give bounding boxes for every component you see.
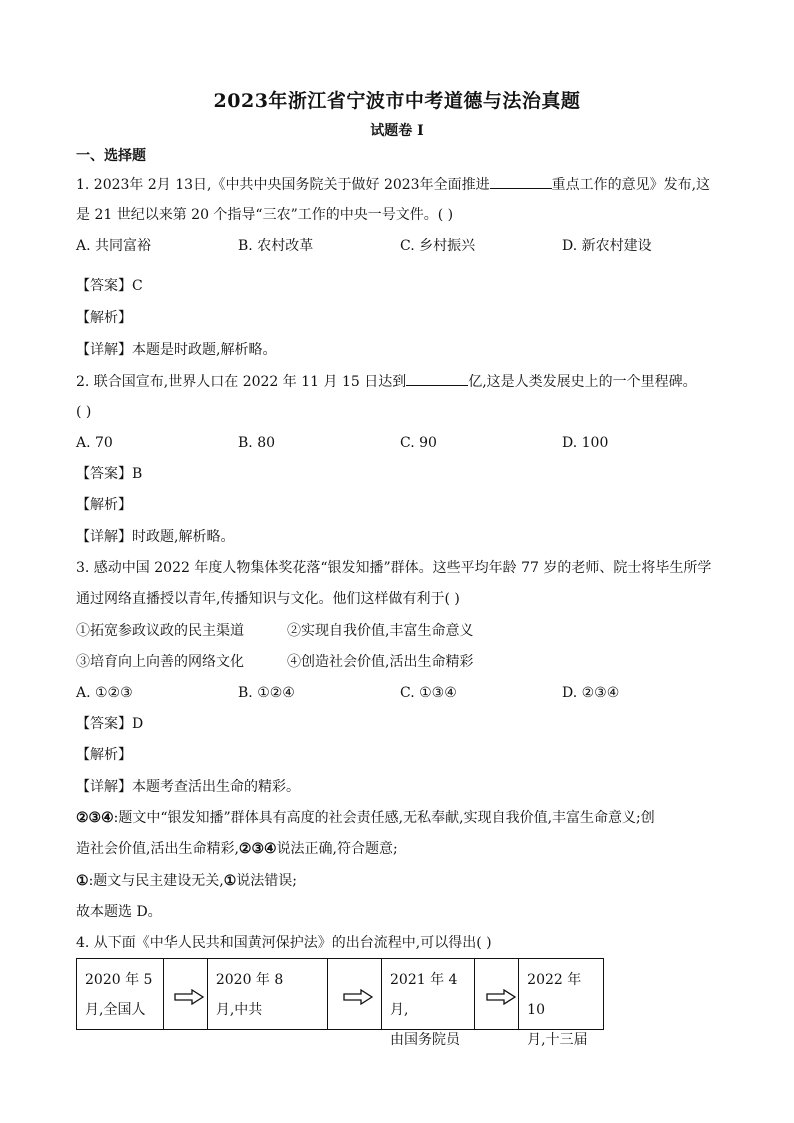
q1-stem-post: 重点工作的意见》发布,这 bbox=[551, 177, 711, 193]
flow-step-4-line2: 月,十三届 bbox=[527, 1032, 588, 1048]
q3-exp3-post: 说法错误; bbox=[236, 873, 298, 889]
page-title: 2023年浙江省宁波市中考道德与法治真题 bbox=[213, 90, 581, 112]
q3-answer: 【答案】D bbox=[76, 716, 144, 732]
flow-step-2 bbox=[208, 959, 328, 1029]
q3-conclusion: 故本题选 D。 bbox=[76, 904, 162, 920]
double-right-arrow-icon bbox=[343, 989, 373, 1005]
q2-option-d: D. 100 bbox=[562, 435, 609, 451]
q1-option-d: D. 新农村建设 bbox=[562, 238, 652, 254]
flow-step-1 bbox=[77, 959, 164, 1029]
flow-step-3-line1: 2021 年 4 月, bbox=[390, 972, 458, 1018]
q1-analysis: 【解析】 bbox=[76, 310, 132, 326]
q1-option-b: B. 农村改革 bbox=[238, 238, 314, 254]
q2-stem-line2: ( ) bbox=[76, 404, 92, 420]
q1-option-a: A. 共同富裕 bbox=[76, 238, 152, 254]
flow-step-1-line1: 2020 年 5 bbox=[85, 972, 153, 988]
q3-exp3-mid: :题文与民主建设无关, bbox=[88, 873, 224, 889]
q3-explanation-line3 bbox=[76, 871, 297, 891]
q3-exp2-post: 说法正确,符合题意; bbox=[276, 841, 398, 857]
double-right-arrow-icon bbox=[486, 989, 516, 1005]
q3-choice-2: ②实现自我价值,丰富生命意义 bbox=[287, 623, 474, 639]
q3-detail: 【详解】本题考查活出生命的精彩。 bbox=[76, 779, 300, 795]
flow-arrow-3 bbox=[475, 959, 519, 1029]
q1-stem-pre: 1. 2023年 2月 13日,《中共中央国务院关于做好 2023年全面推进 bbox=[76, 177, 490, 193]
flow-step-2-line1: 2020 年 8 bbox=[215, 972, 284, 988]
q3-choice-1: ①拓宽参政议政的民主渠道 bbox=[76, 623, 244, 639]
q2-detail: 【详解】时政题,解析略。 bbox=[76, 529, 235, 545]
q2-stem-line1 bbox=[76, 371, 697, 392]
q1-detail: 【详解】本题是时政题,解析略。 bbox=[76, 342, 277, 358]
q2-blank bbox=[406, 371, 468, 386]
flow-step-2-line2: 月,中共 bbox=[215, 1002, 263, 1018]
q2-stem-pre: 2. 联合国宣布,世界人口在 2022 年 11 月 15 日达到 bbox=[76, 374, 407, 390]
q3-analysis: 【解析】 bbox=[76, 747, 132, 763]
q2-answer: 【答案】B bbox=[76, 466, 143, 482]
q3-choice-3: ③培育向上向善的网络文化 bbox=[76, 654, 244, 670]
flow-arrow-2 bbox=[328, 959, 382, 1029]
double-right-arrow-icon bbox=[174, 989, 204, 1005]
flow-arrow-1 bbox=[164, 959, 208, 1029]
q2-stem-post: 亿,这是人类发展史上的一个里程碑。 bbox=[468, 374, 697, 390]
q2-option-b: B. 80 bbox=[238, 435, 276, 451]
section-heading: 一、选择题 bbox=[76, 148, 146, 164]
q3-option-a: A. ①②③ bbox=[76, 685, 133, 701]
flow-step-4 bbox=[519, 959, 603, 1048]
flow-step-4-line1: 2022 年 10 bbox=[527, 972, 582, 1018]
flow-step-1-line2: 月,全国人 bbox=[85, 1002, 146, 1018]
q3-exp2-pre: 造社会价值,活出生命精彩, bbox=[76, 841, 239, 857]
q3-exp3-label2: ① bbox=[223, 873, 237, 889]
q1-blank bbox=[490, 174, 552, 189]
q4-stem-line1: 4. 从下面《中华人民共和国黄河保护法》的出台流程中,可以得出( ) bbox=[76, 935, 492, 951]
flow-step-3-line2: 由国务院员 bbox=[390, 1032, 461, 1048]
q3-explanation-line1 bbox=[76, 808, 655, 828]
q3-option-c: C. ①③④ bbox=[400, 685, 457, 701]
flow-step-3 bbox=[382, 959, 475, 1048]
page-subtitle: 试题卷 I bbox=[370, 123, 424, 139]
q1-stem-line1 bbox=[76, 174, 710, 195]
q3-exp2-label: ②③④ bbox=[238, 841, 277, 857]
q3-exp1-label: ②③④ bbox=[76, 810, 114, 826]
q4-flow-table bbox=[76, 958, 604, 1048]
q3-choice-4: ④创造社会价值,活出生命精彩 bbox=[287, 654, 474, 670]
q3-option-d: D. ②③④ bbox=[562, 685, 620, 701]
q2-analysis: 【解析】 bbox=[76, 497, 132, 513]
q3-option-b: B. ①②④ bbox=[238, 685, 295, 701]
q3-exp3-label: ① bbox=[76, 873, 89, 889]
q3-explanation-line2 bbox=[76, 839, 398, 859]
q1-answer: 【答案】C bbox=[76, 278, 143, 294]
q3-stem-line1: 3. 感动中国 2022 年度人物集体奖花落“银发知播”群体。这些平均年龄 77 岁的老师、院士将毕生所学 bbox=[76, 560, 712, 576]
q2-option-c: C. 90 bbox=[400, 435, 437, 451]
q3-stem-line2: 通过网络直播授以青年,传播知识与文化。他们这样做有利于( ) bbox=[76, 591, 460, 607]
q3-exp1-text: :题文中“银发知播”群体具有高度的社会责任感,无私奉献,实现自我价值,丰富生命意义;创 bbox=[113, 810, 655, 826]
q1-option-c: C. 乡村振兴 bbox=[400, 238, 476, 254]
q1-stem-line2: 是 21 世纪以来第 20 个指导“三农”工作的中央一号文件。( ) bbox=[76, 207, 454, 223]
q2-option-a: A. 70 bbox=[76, 435, 113, 451]
